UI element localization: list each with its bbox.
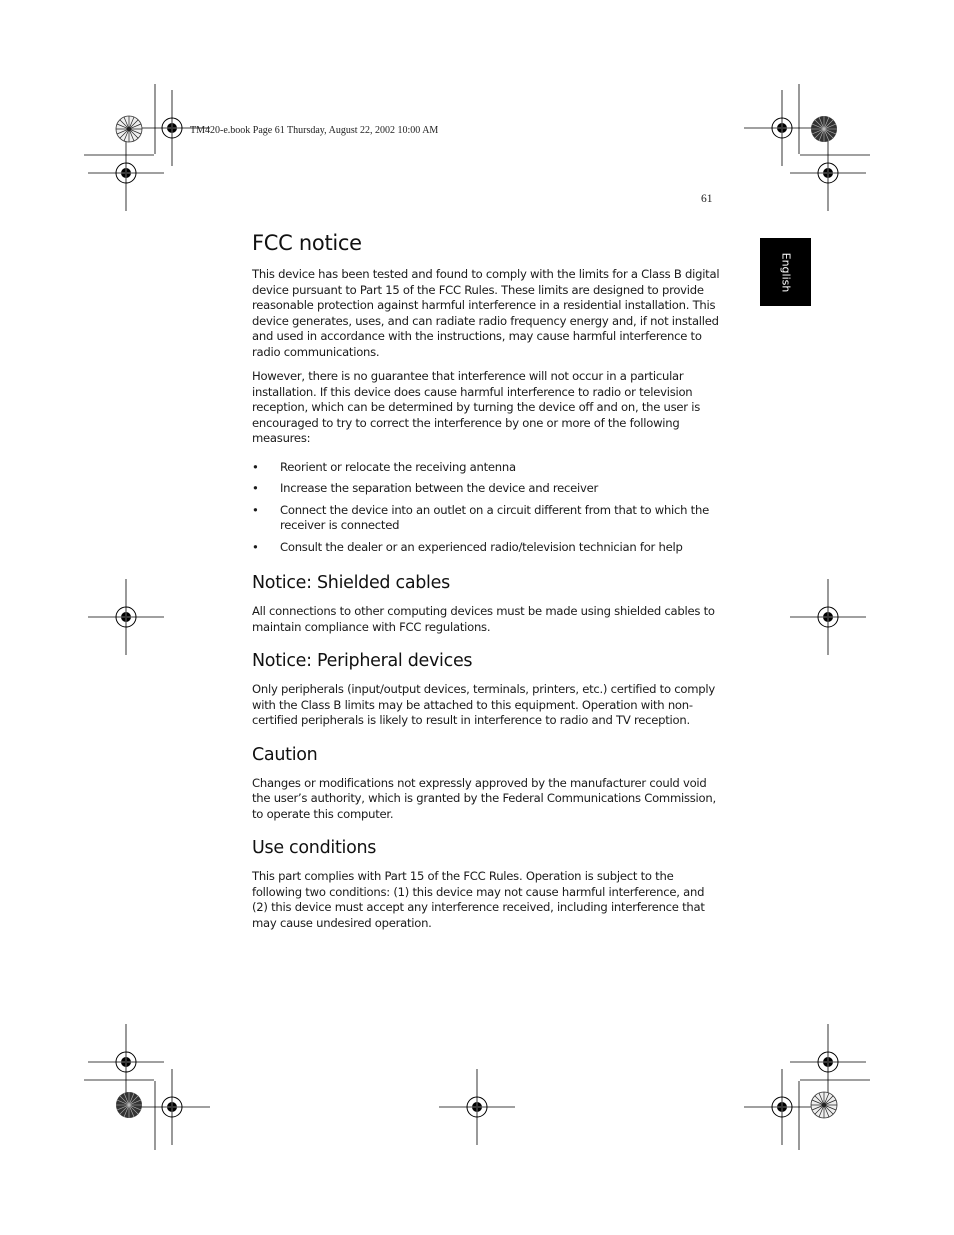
section-heading-use-conditions: Use conditions — [252, 838, 377, 858]
page-content — [252, 231, 722, 940]
registration-mark-icon — [790, 1024, 866, 1100]
star-target-icon — [811, 116, 837, 142]
use-conditions-paragraph: This part complies with Part 15 of the FCC Rules. Operation is subject to the following two conditions: (1) this device may not cause harmful interference, and (2) this device must accept any interference received, including interference that may cause undesired operation. — [252, 869, 705, 930]
fcc-paragraph-1: This device has been tested and found to comply with the limits for a Class B digital device pursuant to Part 15 of the FCC Rules. These limits are designed to provide reasonable protection against harmful interference in a residential installation. This device generates, uses, and can radiate radio frequency energy and, if not installed and used in accordance with the instructions, may cause harmful interference to radio communications. — [252, 267, 720, 359]
star-target-icon — [116, 1092, 142, 1118]
peripheral-devices-paragraph: Only peripherals (input/output devices, terminals, printers, etc.) certified to comply with the Class B limits may be attached to this equipment. Operation with non-certified peripherals is likely to result in interference to radio and TV reception. — [252, 682, 715, 727]
section-heading-peripheral-devices: Notice: Peripheral devices — [252, 651, 473, 671]
section-heading-shielded-cables: Notice: Shielded cables — [252, 573, 450, 593]
caution-paragraph: Changes or modifications not expressly approved by the manufacturer could void the user’s authority, which is granted by the Federal Communications Commission, to operate this computer. — [252, 775, 716, 821]
printer-slug-line: TM420-e.book Page 61 Thursday, August 22, 2002 10:00 AM — [190, 125, 439, 136]
list-item: • Increase the separation between the device and receiver — [252, 481, 722, 497]
language-tab-label: English — [778, 252, 792, 292]
section-heading-caution: Caution — [252, 744, 318, 765]
page-number: 61 — [701, 193, 713, 205]
registration-mark-icon — [88, 579, 164, 655]
star-target-icon — [116, 116, 142, 142]
registration-mark-icon — [88, 135, 164, 211]
star-target-icon — [811, 1092, 837, 1118]
fcc-paragraph-2: However, there is no guarantee that interference will not occur in a particular installation. If this device does cause harmful interference to radio or television reception, which can be determined by turning the device off and on, the user is encouraged to try to correct the interference by one or more of the following measures: — [252, 369, 701, 445]
language-tab — [760, 238, 811, 306]
list-item: • Consult the dealer or an experienced radio/television technician for help — [252, 540, 722, 556]
list-item: • Reorient or relocate the receiving antenna — [252, 460, 722, 476]
registration-mark-icon — [790, 579, 866, 655]
registration-mark-icon — [88, 1024, 164, 1100]
registration-mark-icon — [439, 1069, 515, 1145]
shielded-cables-paragraph: All connections to other computing devices must be made using shielded cables to maintain compliance with FCC regulations. — [252, 604, 715, 634]
list-item: • Connect the device into an outlet on a circuit different from that to which the receiver is connected — [252, 503, 722, 534]
fcc-measures-list — [252, 460, 722, 556]
registration-mark-icon — [790, 135, 866, 211]
page-title: FCC notice — [252, 231, 362, 255]
